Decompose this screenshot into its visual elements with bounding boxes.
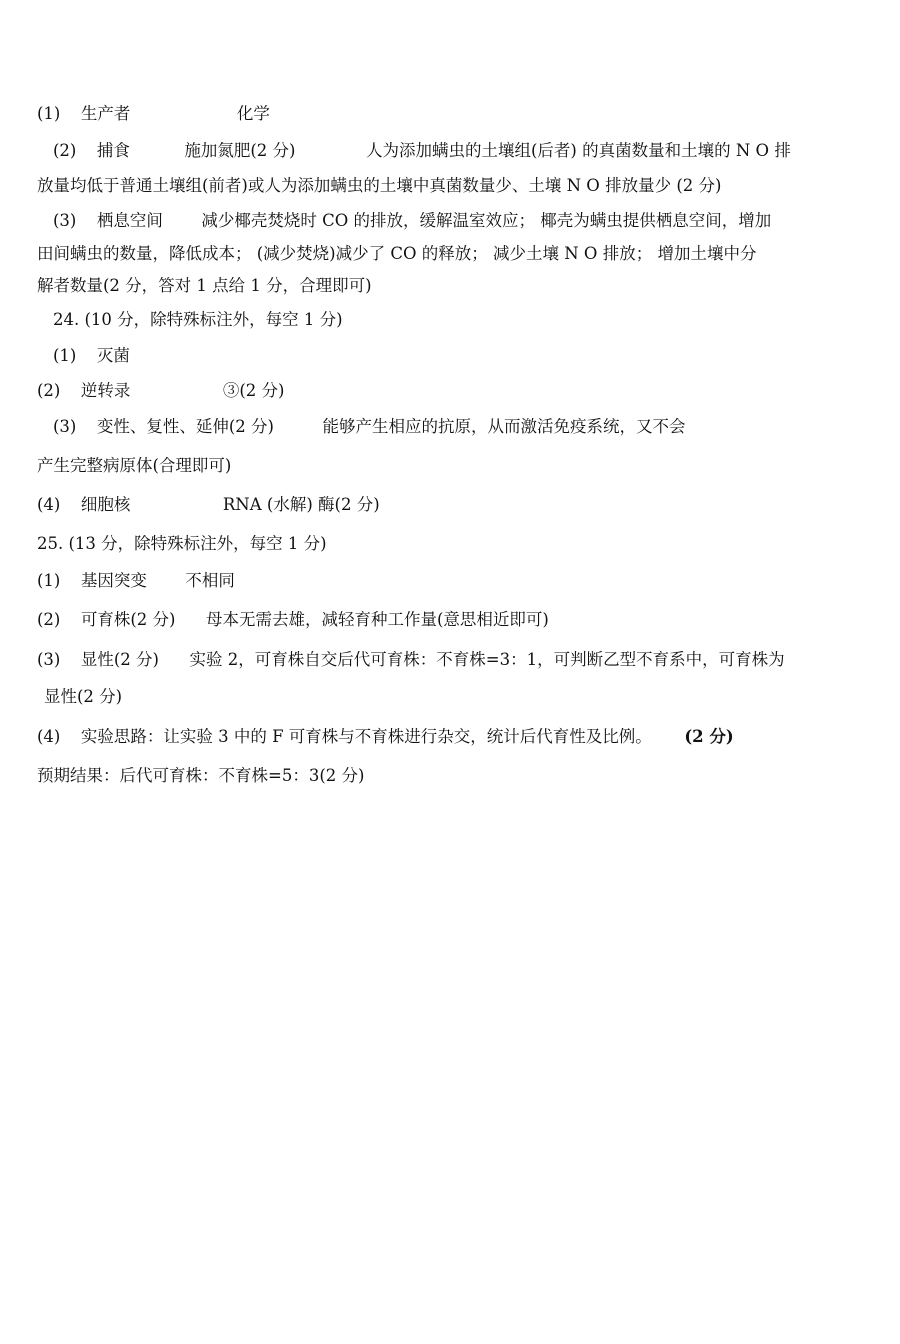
part-number: (4) (37, 727, 61, 746)
part-number: (1) (37, 104, 61, 123)
answer-text: 减少椰壳焚烧时 CO 的排放，缓解温室效应； 椰壳为螨虫提供栖息空间，增加 (201, 211, 772, 230)
part-number: (2) (37, 610, 61, 629)
part-number: (1) (53, 346, 77, 365)
q24-part2 (37, 380, 285, 402)
answer-text: 捕食 (96, 141, 130, 160)
q24-header (53, 309, 343, 331)
score-note: (2 分) (684, 727, 734, 746)
q24-part4 (37, 494, 380, 516)
q24-part3-cont (37, 455, 231, 477)
answer-text: 化学 (236, 104, 270, 123)
part-number: (3) (53, 211, 77, 230)
q23-part1 (37, 103, 270, 125)
answer-text: 解者数量(2 分，答对 1 点给 1 分，合理即可) (37, 276, 372, 295)
q23-part3-cont2 (37, 275, 372, 297)
answer-text: 生产者 (80, 104, 131, 123)
answer-text: RNA (水解) 酶(2 分) (222, 495, 380, 514)
answer-text: 可育株(2 分) (80, 610, 176, 629)
answer-text: 显性(2 分) (44, 687, 123, 706)
q25-part2 (37, 609, 549, 631)
q25-part1 (37, 570, 235, 592)
q23-part2 (53, 140, 791, 162)
q24-part1 (53, 345, 130, 367)
part-number: (2) (37, 381, 61, 400)
q23-part2-cont (37, 175, 721, 197)
answer-text: 田间螨虫的数量，降低成本； (减少焚烧)减少了 CO 的释放； 减少土壤 N O 排放； 增加土壤中分 (37, 244, 757, 263)
part-number: (2) (53, 141, 77, 160)
q25-part4 (37, 726, 734, 748)
question-header: 25. (13 分，除特殊标注外，每空 1 分) (37, 534, 327, 553)
answer-text: 放量均低于普通土壤组(前者)或人为添加螨虫的土壤中真菌数量少、土壤 N O 排放量少 (2 分) (37, 176, 722, 195)
part-number: (3) (37, 650, 61, 669)
answer-text: 栖息空间 (96, 211, 163, 230)
answer-text: 显性(2 分) (80, 650, 159, 669)
answer-text: 细胞核 (80, 495, 131, 514)
q23-part3 (53, 210, 771, 232)
part-number: (1) (37, 571, 61, 590)
answer-text: 实验思路：让实验 3 中的 F 可育株与不育株进行杂交，统计后代育性及比例。 (80, 727, 652, 746)
answer-text: 变性、复性、延伸(2 分) (96, 417, 274, 436)
part-number: (3) (53, 417, 77, 436)
answer-text: ③(2 分) (222, 381, 285, 400)
answer-text: 实验 2，可育株自交后代可育株：不育株=3：1，可判断乙型不育系中，可育株为 (189, 650, 785, 669)
answer-text: 逆转录 (80, 381, 131, 400)
answer-text: 人为添加螨虫的土壤组(后者) 的真菌数量和土壤的 N O 排 (366, 141, 791, 160)
question-header: 24. (10 分，除特殊标注外，每空 1 分) (53, 310, 343, 329)
answer-text: 能够产生相应的抗原，从而激活免疫系统，又不会 (322, 417, 686, 436)
q25-part5 (37, 765, 364, 787)
answer-text: 灭菌 (96, 346, 130, 365)
answer-text: 不相同 (185, 571, 235, 590)
part-number: (4) (37, 495, 61, 514)
q23-part3-cont (37, 243, 756, 265)
answer-text: 施加氮肥(2 分) (184, 141, 296, 160)
answer-text: 母本无需去雄，减轻育种工作量(意思相近即可) (206, 610, 549, 629)
answer-text: 基因突变 (80, 571, 147, 590)
q24-part3 (53, 416, 686, 438)
q25-part3 (37, 649, 785, 671)
q25-part3-cont (44, 686, 122, 708)
answer-text: 预期结果：后代可育株：不育株=5：3(2 分) (37, 766, 365, 785)
q25-header (37, 533, 327, 555)
answer-text: 产生完整病原体(合理即可) (37, 456, 232, 475)
